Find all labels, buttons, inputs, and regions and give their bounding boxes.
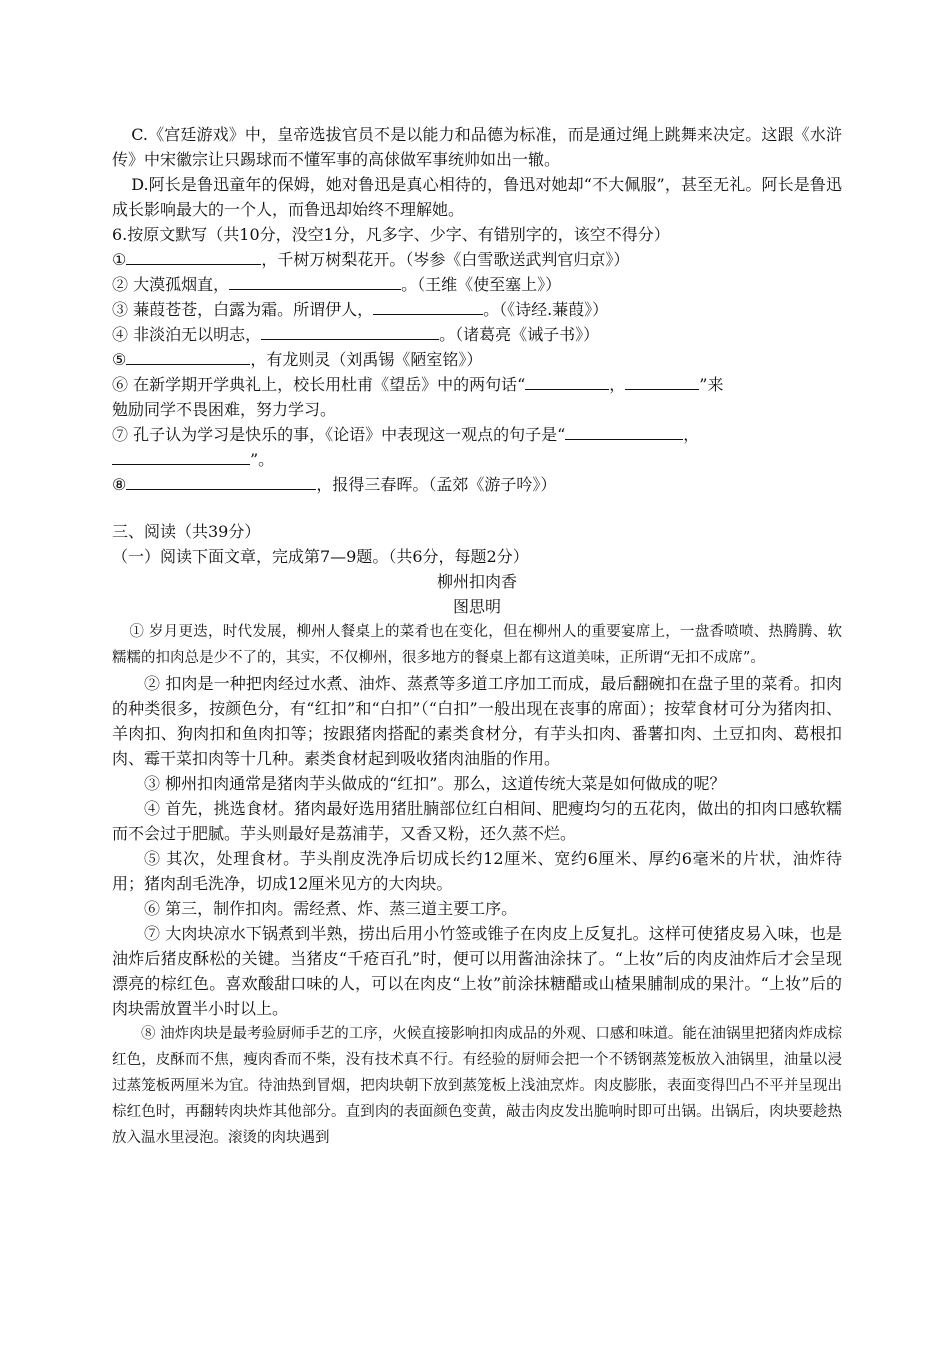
q6-item-6-cont: 勉励同学不畏困难，努力学习。 — [112, 400, 337, 419]
article-paragraph-4: ④ 首先，挑选食材。猪肉最好选用猪肚腩部位红白相间、肥瘦均匀的五花肉，做出的扣肉口感软糯而不会过于肥腻。芋头则最好是荔浦芋，又香又粉，还久蒸不烂。 — [112, 799, 842, 843]
option-d: D.阿长是鲁迅童年的保姆，她对鲁迅是真心相待的，鲁迅对她却“不大佩服”，甚至无礼。阿长是鲁迅成长影响最大的一个人，而鲁迅却始终不理解她。 — [112, 175, 842, 219]
article-paragraph-7: ⑦ 大肉块凉水下锅煮到半熟，捞出后用小竹签或锥子在肉皮上反复扎。这样可使猪皮易入味，也是油炸后猪皮酥松的关键。当猪皮“千疮百孔”时，便可以用酱油涂抹了。“上妆”后的肉皮油炸后才会呈现漂亮的棕红色。喜欢酸甜口味的人，可以在肉皮“上妆”前涂抹糖醋或山楂果脯制成的果汁。“上妆”后的肉块需放置半小时以上。 — [112, 924, 842, 1018]
article-paragraph-3: ③ 柳州扣肉通常是猪肉芋头做成的“红扣”。那么，这道传统大菜是如何做成的呢？ — [144, 774, 726, 793]
q6-item-1: ① ，千树万树梨花开。（岑参《白雪歌送武判官归京》） — [112, 250, 630, 269]
article-paragraph-8: ⑧ 油炸肉块是最考验厨师手艺的工序，火候直接影响扣肉成品的外观、口感和味道。能在油锅里把猪肉炸成棕红色，皮酥而不焦，瘦肉香而不柴，没有技术真不行。有经验的厨师会把一个不锈钢蒸笼板放入油锅里，油量以浸过蒸笼板两厘米为宜。待油热到冒烟，把肉块朝下放到蒸笼板上浅油烹炸。肉皮膨胀，表面变得凹凸不平并呈现出棕红色时，再翻转肉块炸其他部分。直到肉的表面颜色变黄，敲击肉皮发出脆响时即可出锅。出锅后，肉块要趁热放入温水里浸泡。滚烫的肉块遇到 — [112, 1026, 842, 1146]
section-subtitle: （一）阅读下面文章，完成第7—9题。（共6分，每题2分） — [112, 547, 529, 566]
answer-blank[interactable] — [126, 349, 250, 365]
q6-item-6: ⑥ 在新学期开学典礼上，校长用杜甫《望岳》中的两句话“ ， ”来 — [112, 375, 724, 394]
q6-item-4: ④ 非淡泊无以明志， 。（诸葛亮《诫子书》） — [112, 325, 600, 344]
answer-blank[interactable] — [261, 324, 439, 340]
answer-blank[interactable] — [565, 424, 683, 440]
page-content — [112, 122, 842, 1151]
q6-item-7: ⑦ 孔子认为学习是快乐的事，《论语》中表现这一观点的句子是“ ， — [112, 425, 700, 444]
article-paragraph-6: ⑥ 第三，制作扣肉。需经煮、炸、蒸三道主要工序。 — [144, 899, 518, 918]
article-paragraph-2: ② 扣肉是一种把肉经过水煮、油炸、蒸煮等多道工序加工而成，最后翻碗扣在盘子里的菜肴。扣肉的种类很多，按颜色分，有“红扣”和“白扣”（“白扣”一般出现在丧事的席面）；按荤食材可分为猪肉扣、羊肉扣、狗肉扣和鱼肉扣等；按跟猪肉搭配的素类食材分，有芋头扣肉、番薯扣肉、土豆扣肉、葛根扣肉、霉干菜扣肉等十几种。素类食材起到吸收猪肉油脂的作用。 — [112, 674, 842, 768]
answer-blank[interactable] — [126, 474, 316, 490]
spacer — [112, 497, 842, 519]
answer-blank[interactable] — [112, 449, 250, 465]
section-title: 三、阅读（共39分） — [112, 522, 261, 541]
answer-blank[interactable] — [525, 374, 609, 390]
q6-item-7-cont: ”。 — [112, 447, 842, 472]
article-title: 柳州扣肉香 — [436, 572, 517, 591]
q6-item-2: ② 大漠孤烟直， 。（王维《使至塞上》） — [112, 275, 562, 294]
answer-blank[interactable] — [126, 249, 261, 265]
q6-item-8: ⑧ ，报得三春晖。（孟郊《游子吟》） — [112, 475, 557, 494]
q6-item-3: ③ 蒹葭苍苍，白露为霜。所谓伊人， 。（《诗经.蒹葭》） — [112, 300, 609, 319]
article-paragraph-5: ⑤ 其次，处理食材。芋头削皮洗净后切成长约12厘米、宽约6厘米、厚约6毫米的片状，油炸待用；猪肉刮毛洗净，切成12厘米见方的大肉块。 — [112, 849, 842, 893]
article-author: 图思明 — [452, 597, 501, 616]
answer-blank[interactable] — [373, 299, 483, 315]
answer-blank[interactable] — [229, 274, 401, 290]
article-paragraph-1: ① 岁月更迭，时代发展，柳州人餐桌上的菜肴也在变化，但在柳州人的重要宴席上，一盘香喷喷、热腾腾、软糯糯的扣肉总是少不了的，其实，不仅柳州，很多地方的餐桌上都有这道美味，正所谓“无扣不成席”。 — [112, 624, 842, 666]
answer-blank[interactable] — [625, 374, 699, 390]
option-c: C.《宫廷游戏》中，皇帝选拔官员不是以能力和品德为标准，而是通过绳上跳舞来决定。这跟《水浒传》中宋徽宗让只踢球而不懂军事的高俅做军事统帅如出一辙。 — [112, 125, 842, 169]
q6-title: 6.按原文默写（共10分，没空1分，凡多字、少字、有错别字的，该空不得分） — [112, 225, 670, 244]
q6-item-5: ⑤ ，有龙则灵（刘禹锡《陋室铭》） — [112, 350, 483, 369]
